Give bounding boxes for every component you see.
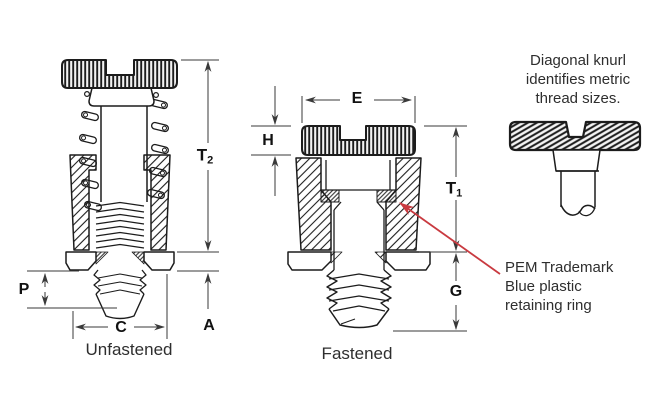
knurl-note-line1: Diagonal knurl [530,52,626,69]
retaining-ring-right [377,190,396,202]
flange-right [386,252,430,270]
head-neck [553,150,600,171]
flange-left [288,252,331,270]
knurled-head [62,60,177,88]
protruding-screw [327,270,391,328]
metric-knurl-detail [510,122,640,216]
knurl-note-line3: thread sizes. [535,90,621,107]
spring-hook-left [85,92,90,97]
internal-thread [96,203,144,249]
dim-a [177,271,219,309]
dim-label-h: H [262,132,274,149]
dim-label-t1: $T_1$ [445,178,463,200]
caption-unfastened: Unfastened [85,340,173,359]
knurled-head-diagonal [510,122,640,150]
dim-label-e: E [351,90,363,107]
flange-right [144,252,174,270]
protruding-thread [94,270,146,319]
dim-label-c: C [115,319,127,336]
housing-right-wall [144,155,170,250]
ring-note-line2: Blue plastic [505,278,582,295]
shank-broken-view [556,171,599,216]
clinch-wedge-right [132,252,144,264]
dim-label-t2: $T_2$ [196,145,214,167]
unfastened-figure [27,60,219,339]
spring-hook-right [154,93,159,98]
ring-note-line3: retaining ring [505,297,592,314]
clinch-wedge-left [96,252,108,264]
dim-label-p: P [18,281,30,298]
knurl-note [526,51,630,108]
caption-fastened: Fastened [321,344,393,363]
housing-right-wall [386,158,421,250]
dim-label-a: A [203,317,215,334]
retaining-ring-note [505,258,613,315]
clinch-wedge-left [331,252,342,263]
knurled-head [302,126,415,155]
head-collar [89,88,154,106]
clinch-wedge-right [375,252,386,263]
retaining-ring-left [321,190,339,202]
ring-note-line1: PEM Trademark [505,259,614,276]
screw-shaft [101,106,147,202]
flange-left [66,252,96,270]
knurl-note-line2: identifies metric [525,71,631,88]
fastened-figure [251,86,467,331]
dim-label-g: G [449,283,463,300]
